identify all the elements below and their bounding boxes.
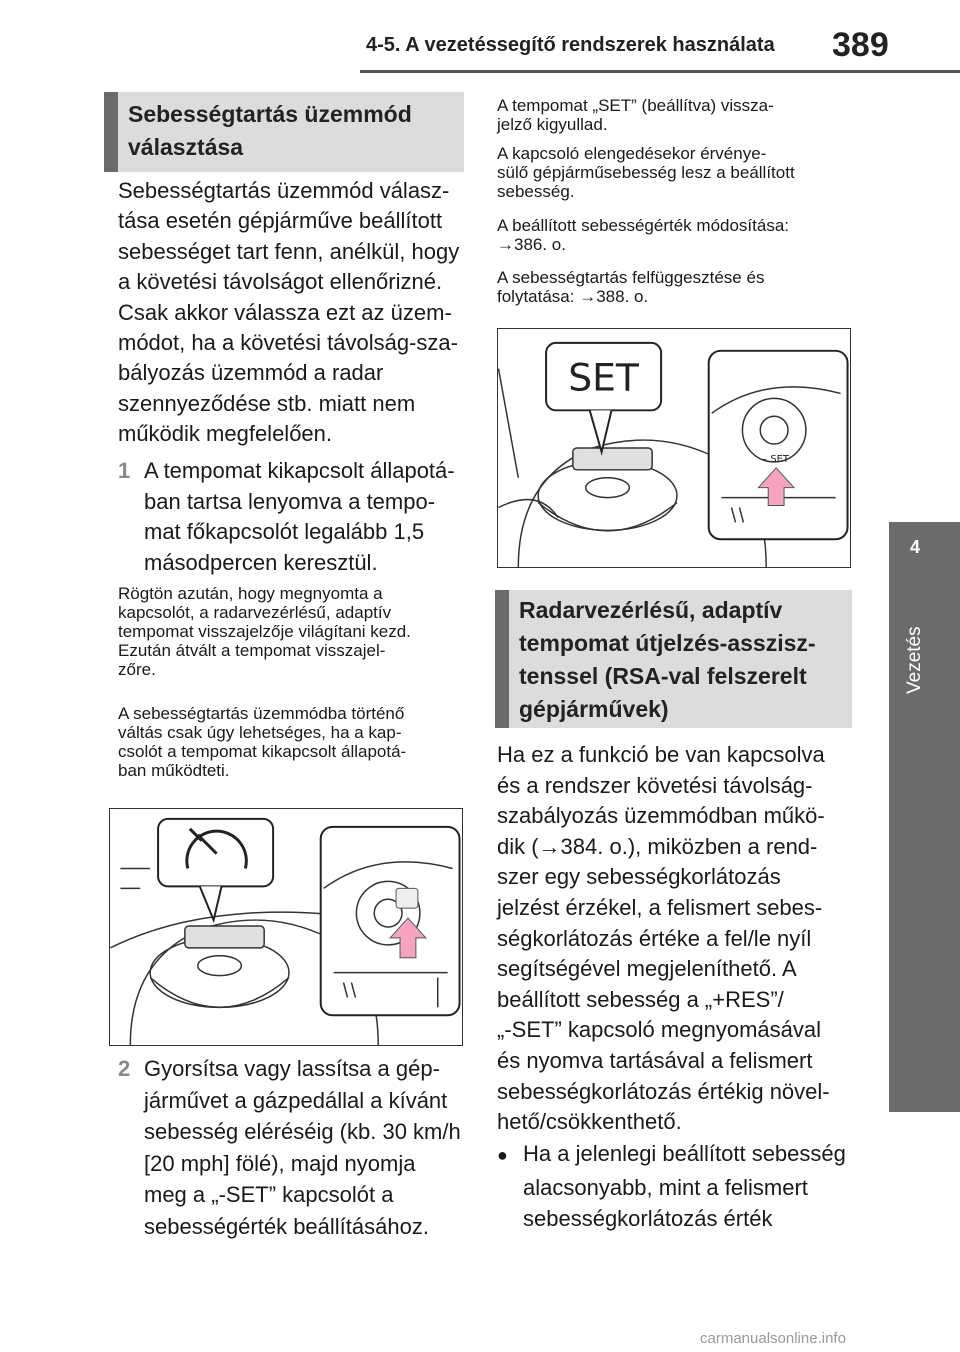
note-release-speed: A kapcsoló elengedésekor érvénye- sülő gépjárműsebesség lesz a beállított sebesség. [497,144,795,201]
header-rule [360,70,960,73]
running-header-title: 4-5. A vezetéssegítő rendszerek használata [366,34,775,56]
note-set-indicator: A tempomat „SET” (beállítva) vissza- jelző kigyullad. [497,96,774,134]
set-label: SET [568,355,639,400]
section-heading-speed-mode: Sebességtartás üzemmód választása [104,92,464,172]
step-2-number: 2 [118,1056,131,1081]
watermark: carmanualsonline.info [700,1330,846,1347]
note-mode-switch: A sebességtartás üzemmódba történő váltás csak úgy lehetséges, ha a kap- csolót a tempomat kikapcsolt állapotá- ban működteti. [118,704,407,780]
bullet-icon: ● [497,1145,508,1165]
illustration-steering-cruise-switch [109,808,463,1046]
set-small-label: – SET [762,453,789,465]
rsa-paragraph: Ha ez a funkció be van kapcsolva és a rendszer követési távolság- szabályozás üzemmódban műkö- dik (→384. o.), miközben a rend- szer egy sebességkorlátozás jelzést érzékel, a felismert sebes- ségkorlátozás értéke a fel/le nyíl segítségével megjeleníthető. A beállított sebesség a „+RES”/ „-SET” kapcsoló megnyomásával és nyomva tartásával a felismert sebességkorlátozás értékig növel- hető/csökkenthető. [497,742,830,1135]
illustration-set-switch [497,328,851,568]
section-heading-rsa: Radarvezérlésű, adaptív tempomat útjelzés-asszisz- tenssel (RSA-val felszerelt gépjárművek) [495,590,852,728]
note-change-speed: A beállított sebességérték módosítása: →386. o. [497,216,790,254]
note-indicator: Rögtön azután, hogy megnyomta a kapcsolót, a radarvezérlésű, adaptív tempomat visszajelzője világítani kezd. Ezután átvált a tempomat visszajel- zőre. [118,584,411,679]
step-2: 2 Gyorsítsa vagy lassítsa a gép- járművet a gázpedállal a kívánt sebesség eléréséig (kb. 30 km/h [20 mph] fölé), majd nyomja meg a „-SET” kapcsolót a sebességérték beállításához. [118,1053,461,1243]
page-number: 389 [832,26,889,64]
step-1: 1 A tempomat kikapcsolt állapotá- ban tartsa lenyomva a tempo- mat főkapcsolót legalább 1,5 másodpercen keresztül. [118,458,455,575]
step-1-number: 1 [118,458,131,483]
intro-paragraph: Sebességtartás üzemmód válasz- tása esetén gépjárműve beállított sebességet tart fenn, anélkül, hogy a követési távolságot ellenőrizné. Csak akkor válassza ezt az üzem- módot, ha a követési távolság-sza- bályozás üzemmód a radar szennyeződése stb. miatt nem működik megfelelően. [118,178,460,447]
steering-wheel-drawing [110,809,462,1045]
chapter-number: 4 [909,537,920,557]
note-suspend-resume: A sebességtartás felfüggesztése és folytatása: →388. o. [497,268,765,306]
bullet-item: ● Ha a jelenlegi beállított sebesség alacsonyabb, mint a felismert sebességkorlátozás érték [497,1141,846,1231]
chapter-label: Vezetés [904,626,925,694]
